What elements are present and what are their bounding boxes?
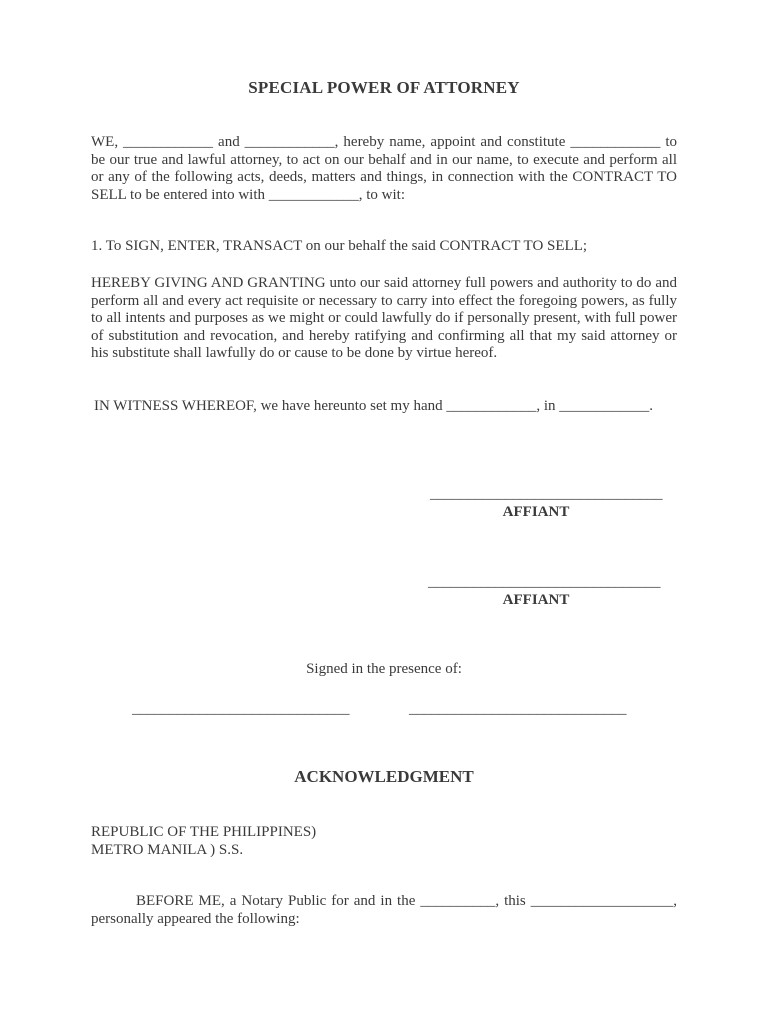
venue-line-1: REPUBLIC OF THE PHILIPPINES) — [91, 824, 317, 840]
affiant-signature-line-2: _______________________________ — [428, 574, 661, 590]
power-item-1: 1. To SIGN, ENTER, TRANSACT on our behalf the said CONTRACT TO SELL; — [91, 238, 588, 254]
granting-paragraph: HEREBY GIVING AND GRANTING unto our said attorney full powers and authority to do and perform all and every act requisite or necessary to carry into effect the foregoing powers, as fully to all intents and purposes as we might or could lawfully do if personally present, with full power of substitution and revocation, and hereby ratifying and confirming all that my said attorney or his substitute shall lawfully do or cause to be done by virtue hereof. — [91, 275, 677, 362]
witness-signature-line-1: _____________________________ — [132, 701, 350, 717]
before-me-paragraph — [91, 893, 677, 928]
acknowledgment-title: ACKNOWLEDGMENT — [294, 767, 474, 786]
document-title: SPECIAL POWER OF ATTORNEY — [248, 78, 520, 97]
appointment-paragraph: WE, ____________ and ____________, hereby name, appoint and constitute ____________ to be our true and lawful attorney, to act on our behalf and in our name, to execute and perform all or any of the following acts, deeds, matters and things, in connection with the CONTRACT TO SELL to be entered into with ____________, to wit: — [91, 134, 677, 203]
presence-label: Signed in the presence of: — [306, 661, 462, 677]
affiant-label-1: AFFIANT — [502, 504, 570, 520]
venue-line-2: METRO MANILA ) S.S. — [91, 842, 244, 858]
witness-text: IN WITNESS WHEREOF, we have hereunto set my hand ____________, in ____________. — [94, 398, 654, 414]
affiant-label-2: AFFIANT — [502, 592, 570, 608]
witness-signature-line-2: _____________________________ — [409, 701, 627, 717]
witness-paragraph — [91, 398, 677, 416]
before-me-text: BEFORE ME, a Notary Public for and in the __________, this ___________________, personally appeared the following: — [91, 893, 677, 927]
affiant-signature-line-1: _______________________________ — [430, 486, 663, 502]
